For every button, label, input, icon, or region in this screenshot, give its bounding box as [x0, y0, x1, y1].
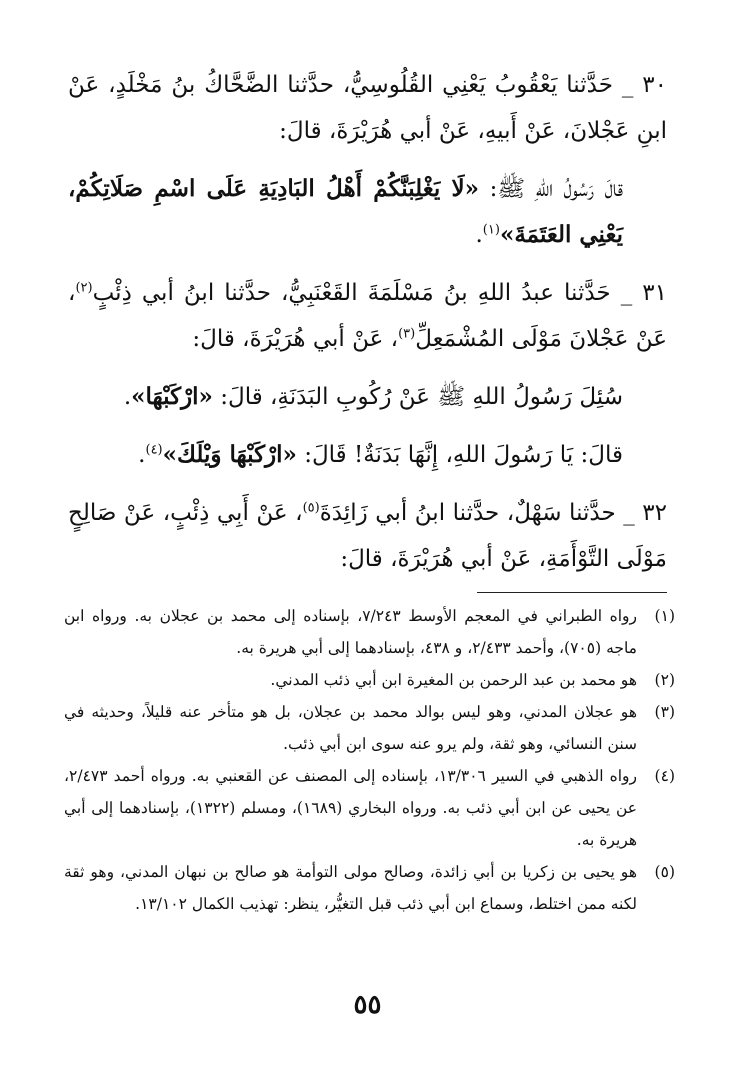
footnote-text: رواه الطبراني في المعجم الأوسط ٧/٢٤٣، بإسناده إلى محمد بن عجلان به. ورواه ابن ماجه (٧٠٥)، وأحمد ٢/٤٣٣، و ٤٣٨، بإسنادهما إلى أبي هريرة به.: [64, 607, 637, 657]
footnote-number: (٤): [654, 767, 675, 785]
footnote-separator: [477, 592, 667, 593]
main-text: [68, 62, 667, 594]
footnote-number: (٥): [654, 863, 675, 881]
footnote-item: [64, 696, 675, 760]
text-run: ، عَنْ أبي هُرَيْرَةَ، قالَ:: [192, 326, 399, 352]
footnote-item: [64, 600, 675, 664]
footnote-item: [64, 760, 675, 856]
footnote-item: [64, 856, 675, 920]
text-run: ، عَنْ أَبِي ذِئْبٍ، عَنْ صَالِحٍ مَوْلَى التَّوْأَمَةِ، عَنْ أبي هُرَيْرَةَ، قالَ:: [68, 500, 667, 572]
paragraph-p31h1: [68, 374, 667, 420]
paragraph-p30h: [68, 166, 667, 258]
text-run: قالَ رَسُولُ اللهِ ﷺ:: [479, 176, 624, 202]
text-run: ٣١ _ حَدَّثنا عبدُ اللهِ بنُ مَسْلَمَةَ القَعْنَبِيُّ، حدَّثنا ابنُ أبي ذِئْبٍ: [92, 280, 667, 306]
footnote-marker: (١): [482, 222, 500, 238]
text-run: ، عَنْ عَجْلانَ مَوْلَى المُشْمَعِلِّ: [68, 280, 667, 352]
text-run: .: [138, 442, 146, 468]
hadith-text: «ارْكَبْهَا وَيْلَكَ»: [162, 441, 297, 468]
footnote-number: (٣): [654, 703, 675, 721]
paragraph-p31: [68, 270, 667, 362]
footnote-number: (٢): [654, 671, 675, 689]
text-run: ٣٢ _ حدَّثنا سَهْلٌ، حدَّثنا ابنُ أبي زَائِدَةَ: [319, 500, 667, 526]
footnote-text: رواه الذهبي في السير ١٣/٣٠٦، بإسناده إلى المصنف عن القعنبي به. ورواه أحمد ٢/٤٧٣، عن يحيى عن ابن أبي ذئب به. ورواه البخاري (١٦٨٩)، ومسلم (١٣٢٢)، بإسنادهما إلى أبي هريرة به.: [64, 767, 637, 849]
footnotes: [64, 600, 675, 920]
footnote-marker: (٤): [145, 442, 163, 458]
footnote-text: هو يحيى بن زكريا بن أبي زائدة، وصالح مولى التوأمة هو صالح بن نبهان المدني، وهو ثقة لكنه ممن اختلط، وسماع ابن أبي ذئب قبل التغيُّر، ينظر: تهذيب الكمال ١٣/١٠٢.: [64, 863, 637, 913]
text-run: ٣٠ _ حَدَّثنا يَعْقُوبُ يَعْنِي القُلُوسِيُّ، حدَّثنا الضَّحَّاكُ بنُ مَخْلَدٍ، عَنْ ابنِ عَجْلانَ، عَنْ أَبيهِ، عَنْ أبي هُرَيْرَةَ، قالَ:: [68, 72, 667, 144]
paragraph-p31h2: [68, 432, 667, 478]
page-number: ٥٥: [353, 990, 382, 1020]
footnote-marker: (٣): [398, 326, 416, 342]
hadith-text: «لَا يَغْلِبَنَّكُمْ أَهْلُ البَادِيَةِ عَلَى اسْمِ صَلَاتِكُمْ، يَعْنِي العَتَمَةَ»: [68, 175, 623, 248]
text-run: .: [475, 222, 483, 248]
footnote-item: [64, 664, 675, 696]
footnote-text: هو عجلان المدني، وهو ليس بوالد محمد بن عجلان، بل هو متأخر عنه قليلاً، وحديثه في سنن النسائي، وهو ثقة، ولم يرو عنه سوى ابن أبي ذئب.: [64, 703, 637, 753]
paragraph-p32: [68, 490, 667, 582]
paragraph-p30: [68, 62, 667, 154]
text-run: سُئِلَ رَسُولُ اللهِ ﷺ عَنْ رُكُوبِ البَدَنَةِ، قالَ:: [212, 384, 623, 410]
footnote-number: (١): [654, 607, 675, 625]
text-run: قالَ: يَا رَسُولَ اللهِ، إِنَّهَا بَدَنَةٌ! قَالَ:: [296, 442, 623, 468]
hadith-text: «ارْكَبْهَا»: [131, 383, 213, 410]
footnote-marker: (٢): [75, 280, 93, 296]
footnote-text: هو محمد بن عبد الرحمن بن المغيرة ابن أبي ذئب المدني.: [270, 671, 637, 689]
footnote-marker: (٥): [302, 500, 320, 516]
text-run: .: [123, 384, 132, 410]
